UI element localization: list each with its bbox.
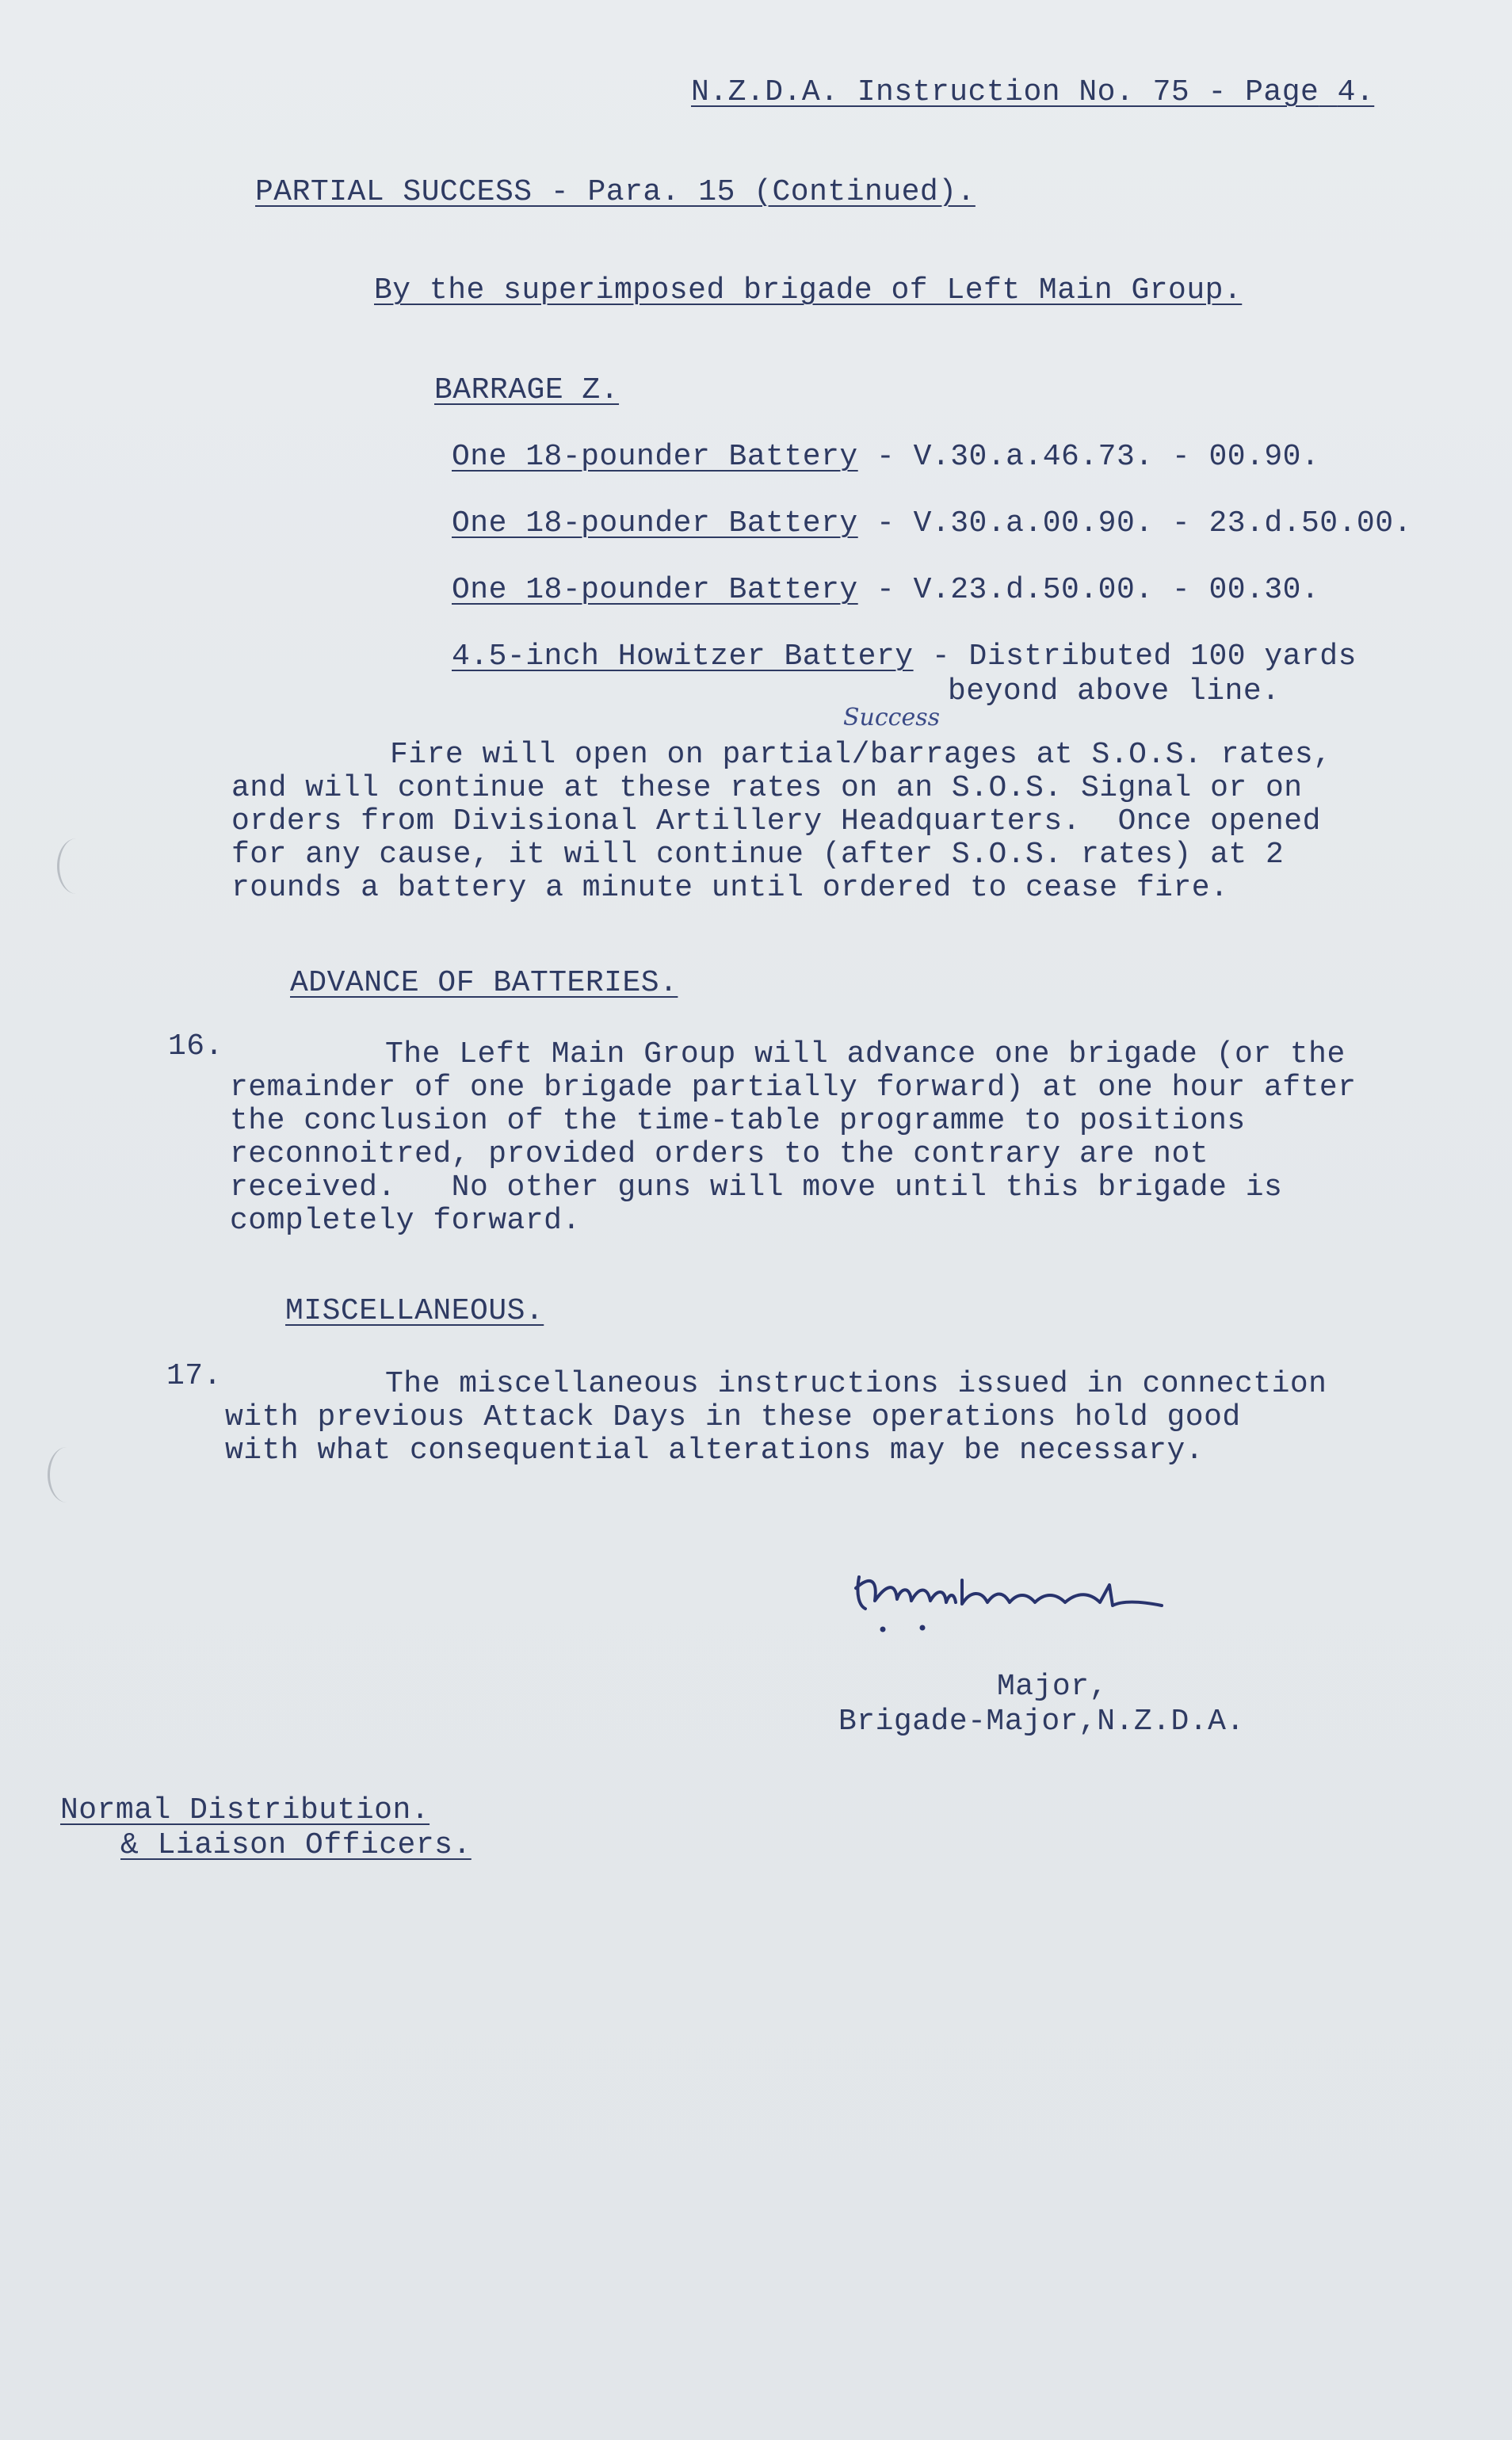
advance-line: completely forward. [230,1204,581,1238]
punch-hole-mark [48,1447,86,1503]
fire-line: Fire will open on partial/barrages at S.O.S. rates, [390,738,1332,772]
misc-line: with what consequential alterations may be necessary. [225,1434,1205,1468]
page-number: 4. [1337,75,1375,109]
fire-line: rounds a battery a minute until ordered to cease fire. [231,871,1229,905]
subheading-superimposed-brigade: By the superimposed brigade of Left Main Group. [374,273,1243,307]
barrage-row: 4.5-inch Howitzer Battery - Distributed 100 yards [452,640,1357,674]
howitzer-continuation: beyond above line. [948,674,1281,708]
misc-line: The miscellaneous instructions issued in connection [385,1367,1327,1401]
advance-line: The Left Main Group will advance one brigade (or the [385,1037,1346,1071]
barrage-row: One 18-pounder Battery - V.30.a.46.73. - 00.90. [452,440,1320,474]
distribution-line: Normal Distribution. [60,1793,430,1827]
advance-line: received. No other guns will move until this brigade is [230,1170,1283,1205]
advance-line: the conclusion of the time-table programme to positions [230,1104,1246,1138]
advance-line: reconnoitred, provided orders to the contrary are not [230,1137,1209,1171]
misc-line: with previous Attack Days in these operations hold good [225,1400,1241,1434]
punch-hole-mark [57,838,96,894]
signatory-title: Brigade-Major,N.Z.D.A. [838,1705,1245,1739]
barrage-row: One 18-pounder Battery - V.23.d.50.00. - 00.30. [452,573,1320,607]
instruction-reference: N.Z.D.A. Instruction No. 75 - Page 4. [691,75,1375,109]
distribution-line: & Liaison Officers. [120,1828,472,1862]
signatory-rank: Major, [997,1670,1108,1704]
section-heading-advance: ADVANCE OF BATTERIES. [290,966,678,1000]
fire-line: for any cause, it will continue (after S.O.S. rates) at 2 [231,838,1285,872]
advance-line: remainder of one brigade partially forward) at one hour after [230,1071,1357,1105]
paragraph-number-17: 17. [166,1359,222,1393]
fire-line: and will continue at these rates on an S.O.S. Signal or on [231,771,1303,805]
barrage-row: One 18-pounder Battery - V.30.a.00.90. - 23.d.50.00. [452,506,1412,540]
paragraph-number-16: 16. [168,1029,223,1063]
barrage-title: BARRAGE Z. [434,373,620,407]
fire-line: orders from Divisional Artillery Headquarters. Once opened [231,804,1321,838]
handwritten-signature [848,1553,1181,1640]
section-heading-partial-success: PARTIAL SUCCESS - Para. 15 (Continued). [255,175,976,209]
handwritten-insert: Success [843,704,941,731]
section-heading-miscellaneous: MISCELLANEOUS. [285,1294,544,1328]
